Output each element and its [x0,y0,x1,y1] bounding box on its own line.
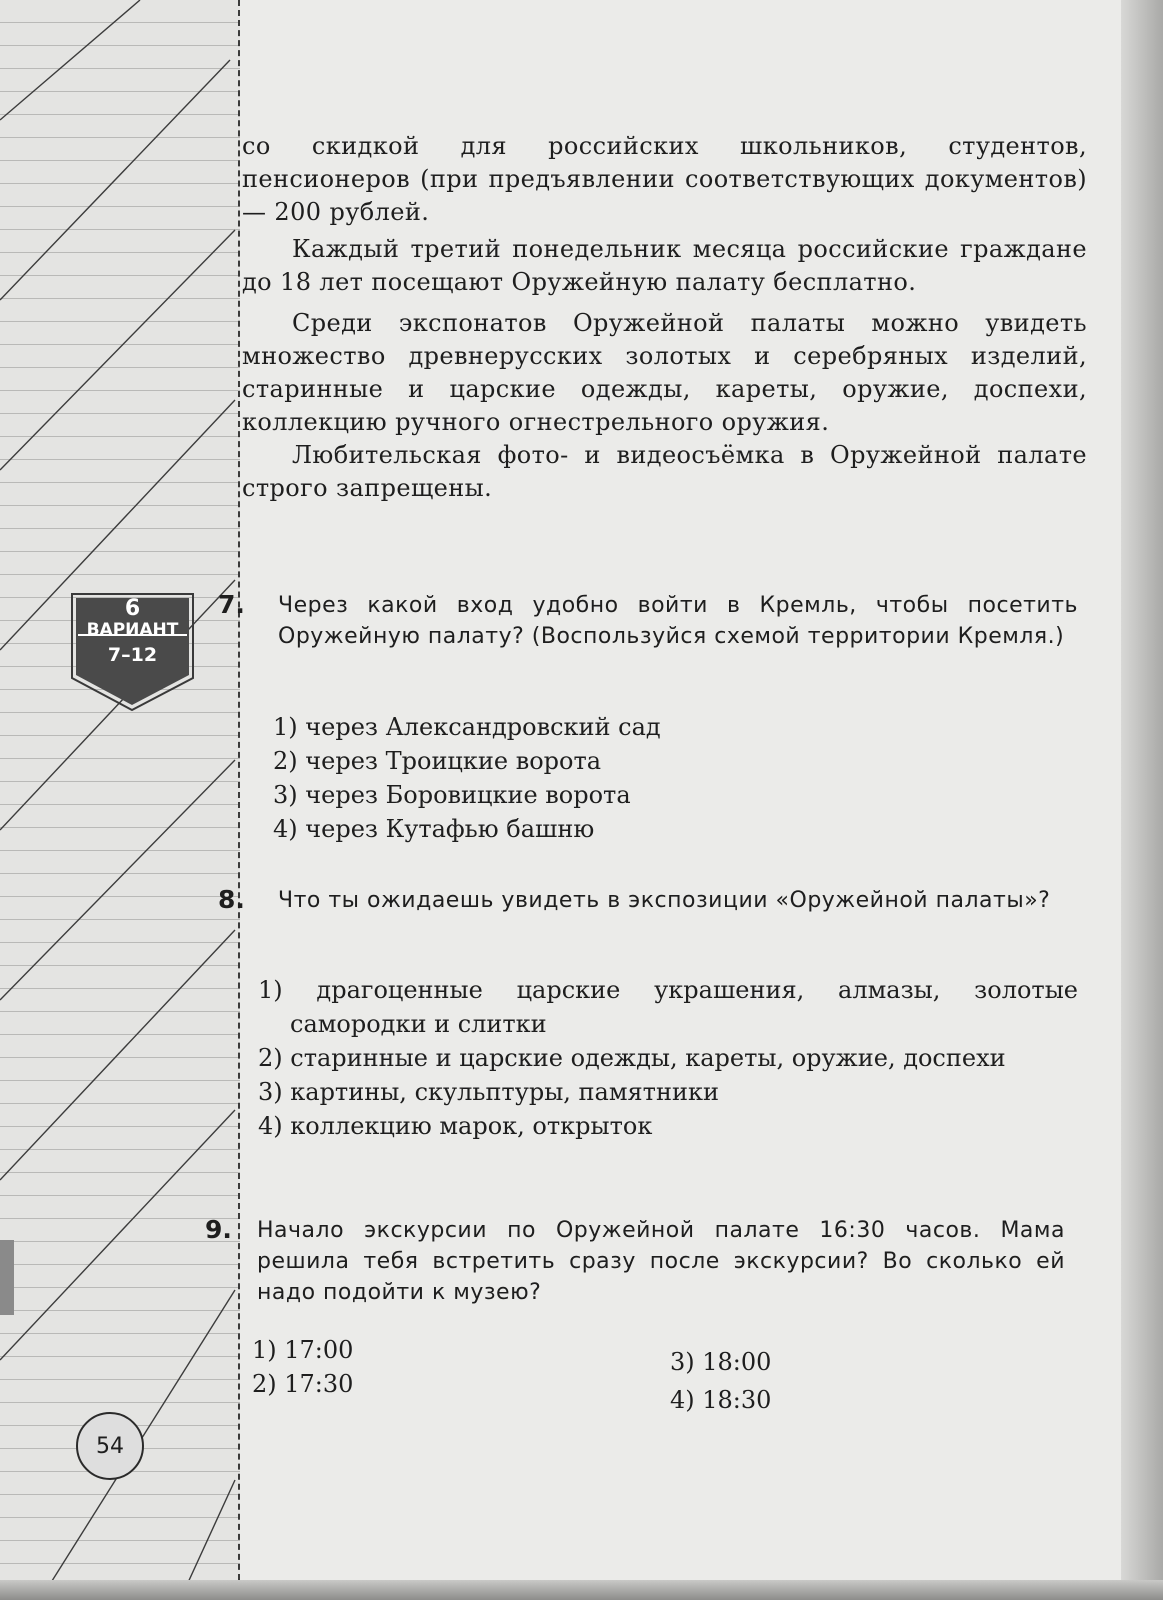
option[interactable]: 4) 18:30 [670,1386,772,1414]
option[interactable]: 4) коллекцию марок, открыток [258,1112,653,1140]
badge-label: ВАРИАНТ [86,620,179,640]
question-8-options [258,973,1078,1143]
intro-paragraph-4: Любительская фото- и видеосъёмка в Оружейной палате строго запрещены. [242,441,1087,502]
option[interactable]: 1) 17:00 [252,1336,354,1364]
question-7-options [273,710,1078,846]
question-8-text: Что ты ожидаешь увидеть в экспозиции «Оружейной палаты»? [278,888,1051,913]
option[interactable]: 2) через Троицкие ворота [273,747,602,775]
question-9 [205,1215,1065,1425]
option[interactable]: 3) 18:00 [670,1348,772,1376]
question-9-text: Начало экскурсии по Оружейной палате 16:30 часов. Мама решила тебя встретить сразу после экскурсии? Во сколько ей надо подойти к музею? [257,1218,1065,1305]
intro-paragraph-2: Каждый третий понедельник месяца российские граждане до 18 лет посещают Оружейную палату бесплатно. [242,235,1087,296]
intro-paragraph-1: со скидкой для российских школьников, студентов, пенсионеров (при предъявлении соответствующих документов) — 200 рублей. [242,132,1087,226]
badge-number: 6 [124,596,141,621]
question-8 [218,885,1078,1205]
question-7-number: 7. [218,590,245,619]
notebook-margin [0,0,240,1600]
option[interactable]: 4) через Кутафью башню [273,815,595,843]
page-number: 54 [76,1412,144,1480]
badge-range: 7–12 [107,644,158,666]
option[interactable]: 1) через Александровский сад [273,713,661,741]
binder-tab [0,1240,14,1315]
option[interactable]: 3) через Боровицкие ворота [273,781,631,809]
intro-text [242,130,1087,505]
question-7 [218,590,1078,870]
option[interactable]: 2) старинные и царские одежды, кареты, оружие, доспехи [258,1044,1006,1072]
question-9-number: 9. [205,1215,232,1244]
margin-diagonal-lines [0,0,240,1600]
intro-paragraph-3: Среди экспонатов Оружейной палаты можно увидеть множество древнерусских золотых и серебряных изделий, старинные и царские одежды, кареты, оружие, доспехи, коллекцию ручного огнестрельного оружия. [242,309,1087,436]
option[interactable]: 3) картины, скульптуры, памятники [258,1078,719,1106]
option[interactable]: 1) драгоценные царские украшения, алмазы, золотые самородки и слитки [258,976,1078,1038]
page-edge-bottom [0,1580,1163,1600]
page-edge-right [1121,0,1163,1600]
question-7-text: Через какой вход удобно войти в Кремль, чтобы посетить Оружейную палату? (Воспользуйся схемой территории Кремля.) [278,593,1078,649]
option[interactable]: 2) 17:30 [252,1370,354,1398]
question-8-number: 8. [218,885,245,914]
